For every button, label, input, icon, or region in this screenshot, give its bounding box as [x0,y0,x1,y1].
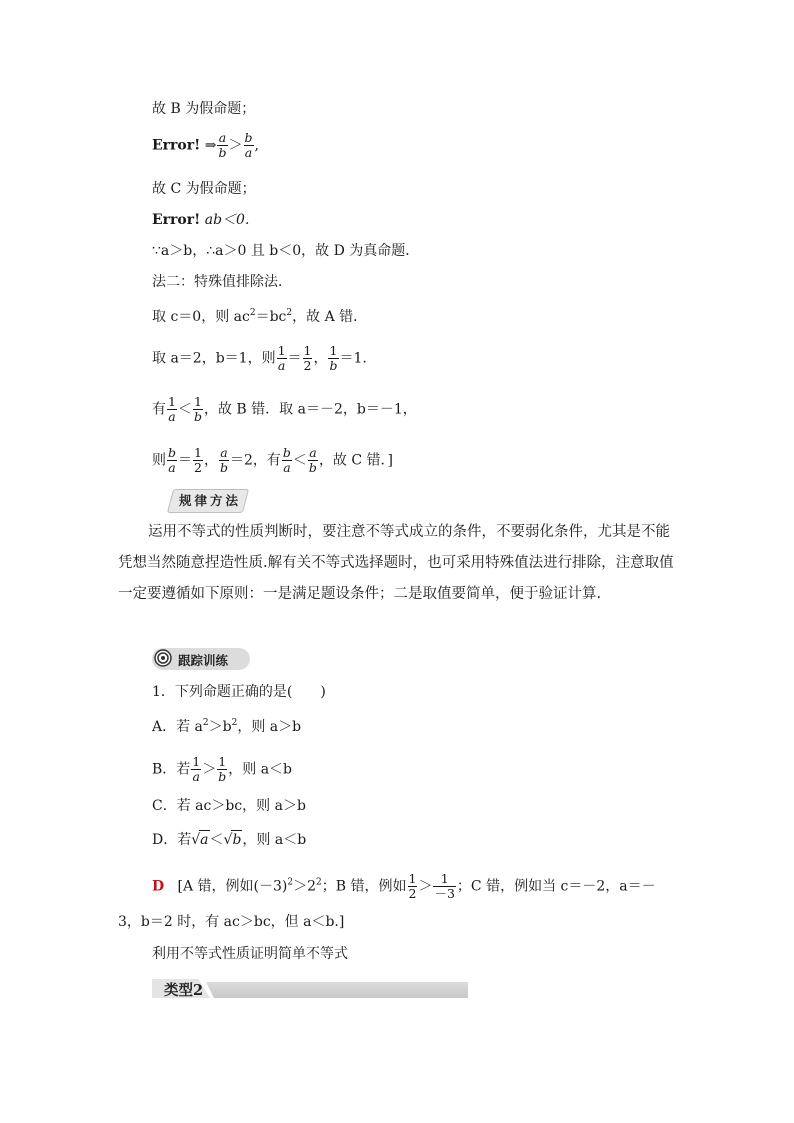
text-line: 有 $\frac{1}{a}$ ＜ $\frac{1}{b}$ ，故 B 错．取 a＝－2，b＝－1， [152,394,417,424]
question-stem: 1．下列命题正确的是( ) [152,684,326,700]
option-d: D．若√a＜√b，则 a＜b [152,832,307,848]
type-label: 类型2 [164,982,204,999]
text-line: 取 c＝0，则 $ac^2=bc^2$，故 A 错． [152,308,368,325]
text-line: ∵a＞b，∴a＞0 且 b＜0，故 D 为真命题． [152,243,420,259]
text-line: 法二：特殊值排除法． [152,274,292,290]
rule-method-label: 规律方法 [179,493,242,508]
text-line: 取 a＝2，b＝1，则 $\frac{1}{a}$ ＝ $\frac{1}{2}$ ， $\frac{1}{b}$ ＝1. [152,343,367,373]
option-b: B．若 $\frac{1}{a}$ ＞ $\frac{1}{b}$ ，则 a＜b [152,754,293,784]
answer-line: D [A 错，例如$(-3)^2>2^2$；B 错，例如 $\frac{1}{2}$ ＞ $\frac{1}{-3}$ ；C 错，例如当 c＝－2，a＝－ [152,871,656,901]
method-paragraph: 运用不等式的性质判断时，要注意不等式成立的条件，不要弱化条件，尤其是不能凭想当然随意捏造性质.解有关不等式选择题时，也可采用特殊值法进行排除，注意取值一定要遵循如下原则：一是满足题设条件；二是取值要简单，便于验证计算. [118,524,674,602]
text-line: 故 B 为假命题； [152,101,256,117]
answer-line-2: 3，b＝2 时，有 ac＞bc，但 a＜b.] [118,914,345,930]
text-line: Error! ⇒ $\frac{a}{b}$ ＞ $\frac{b}{a}$ , [152,130,259,160]
answer-letter: D [152,878,165,895]
text-line: 则 $\frac{b}{a}$ ＝ $\frac{1}{2}$ ， $\frac{a}{b}$ ＝2，有 $\frac{b}{a}$ ＜ $\frac{a}{b}$ ，故 C 错．] [152,445,394,475]
tracking-practice-label: 跟踪训练 [178,653,229,668]
section-title: 利用不等式性质证明简单不等式 [152,946,348,962]
option-a: A．若 $a^2>b^2$，则 a＞b [152,718,302,735]
option-c: C．若 ac＞bc，则 a＞b [152,798,306,814]
text-line: 故 C 为假命题； [152,181,256,197]
target-icon [154,649,172,667]
text-line: Error! ab＜0. [152,212,250,228]
